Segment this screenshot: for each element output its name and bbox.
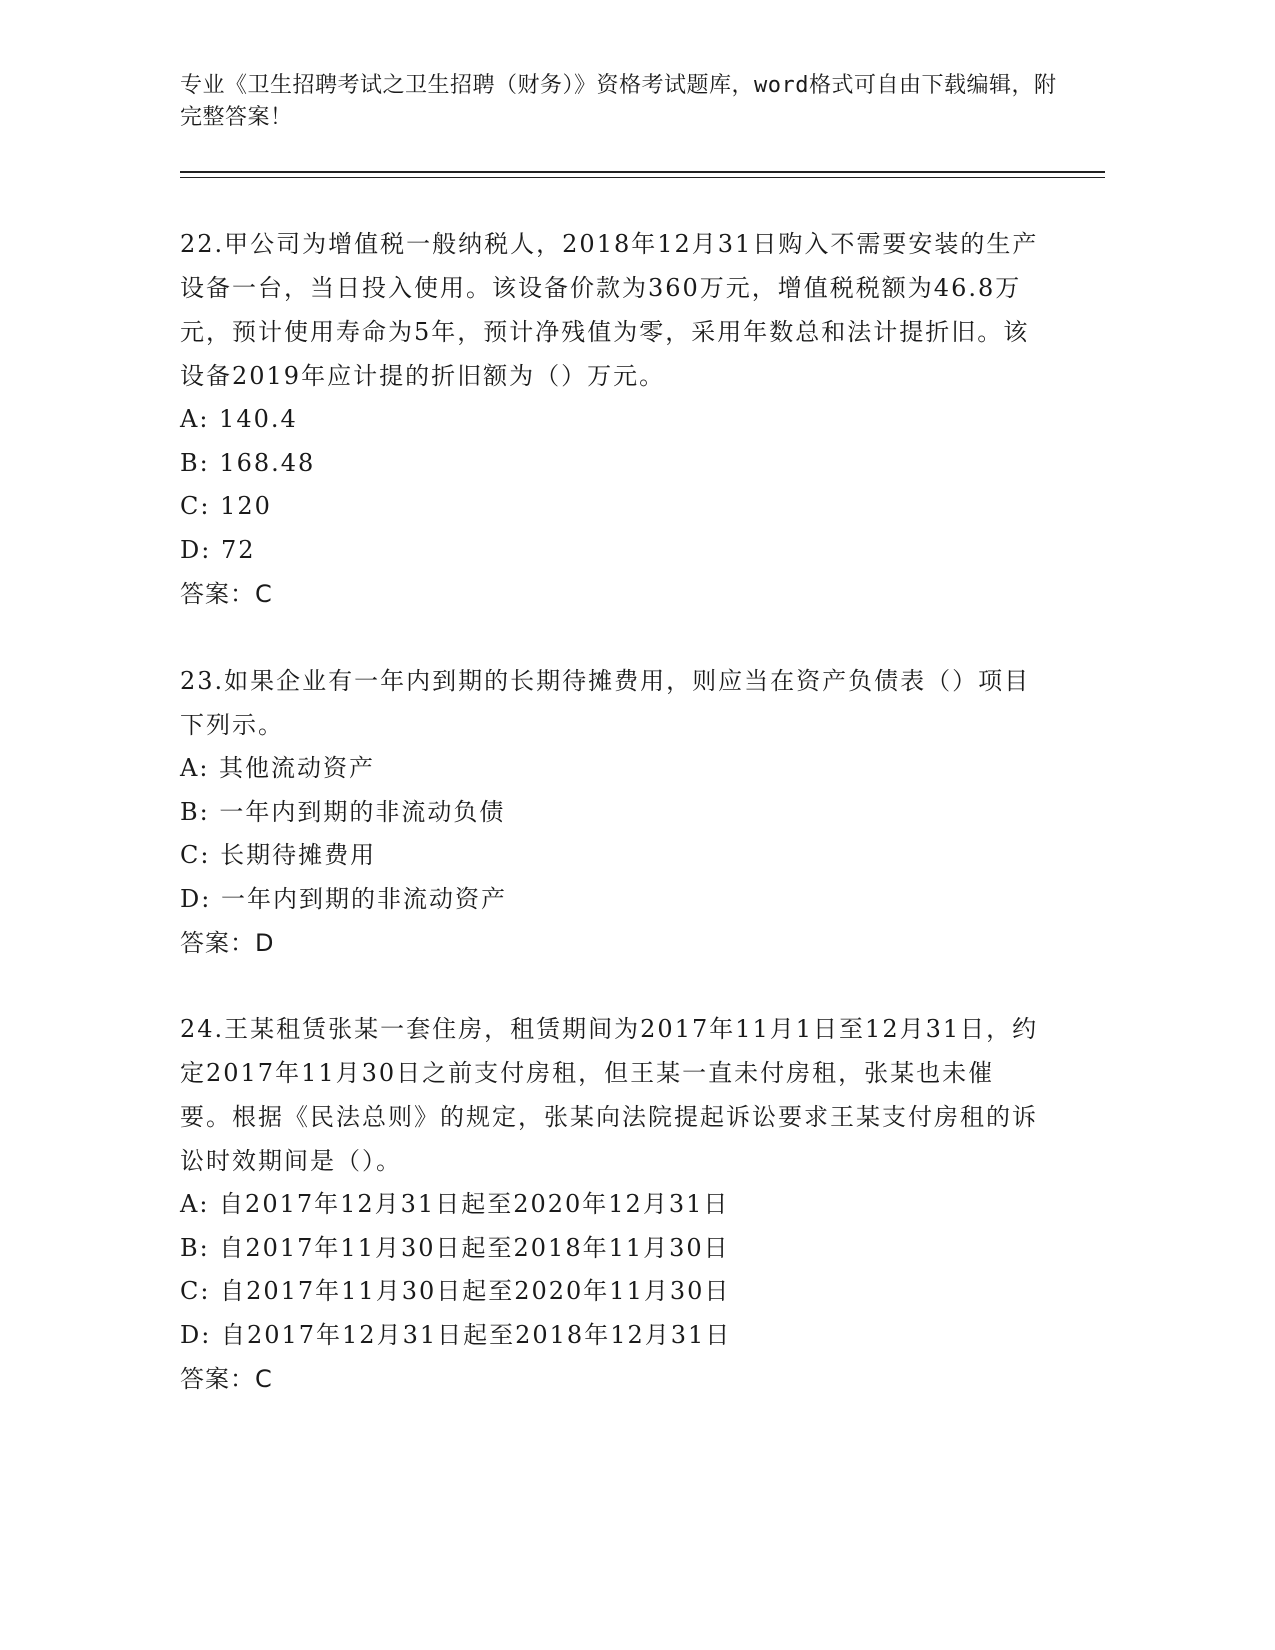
option-c: C: 长期待摊费用 [180,841,377,869]
question-23 [180,659,1040,965]
option-c: C: 120 [180,492,272,520]
answer: 答案：C [180,580,273,608]
option-d: D: 72 [180,535,256,564]
option-d: D: 一年内到期的非流动资产 [180,884,507,913]
option-c: C: 自2017年11月30日起至2020年11月30日 [180,1277,731,1305]
option-a: A: 140.4 [180,405,298,433]
question-text: 24.王某租赁张某一套住房，租赁期间为2017年11月1日至12月31日，约定2017年11月30日之前支付房租，但王某一直未付房租，张某也未催要。根据《民法总则》的规定，张某向法院提起诉讼要求王某支付房租的诉讼时效期间是（）。 [180,1015,1039,1175]
header-note: 专业《卫生招聘考试之卫生招聘（财务）》资格考试题库，word格式可自由下载编辑，附完整答案！ [180,73,1057,130]
option-d: D: 自2017年12月31日起至2018年12月31日 [180,1320,732,1349]
answer: 答案：D [180,929,275,957]
option-b: B: 一年内到期的非流动负债 [180,797,506,826]
option-b: B: 168.48 [180,448,316,477]
question-text: 23.如果企业有一年内到期的长期待摊费用，则应当在资产负债表（）项目下列示。 [180,667,1031,739]
question-24 [180,1007,1040,1401]
answer: 答案：C [180,1365,273,1393]
option-b: B: 自2017年11月30日起至2018年11月30日 [180,1233,730,1262]
question-text: 22.甲公司为增值税一般纳税人，2018年12月31日购入不需要安装的生产设备一台，当日投入使用。该设备价款为360万元，增值税税额为46.8万元，预计使用寿命为5年，预计净残值为零，采用年数总和法计提折旧。该设备2019年应计提的折旧额为（）万元。 [180,230,1039,390]
header-rule-thin [180,177,1105,178]
option-a: A: 自2017年12月31日起至2020年12月31日 [180,1190,730,1218]
option-a: A: 其他流动资产 [180,754,376,782]
question-22 [180,222,1040,616]
header-rule-thick [180,171,1105,173]
